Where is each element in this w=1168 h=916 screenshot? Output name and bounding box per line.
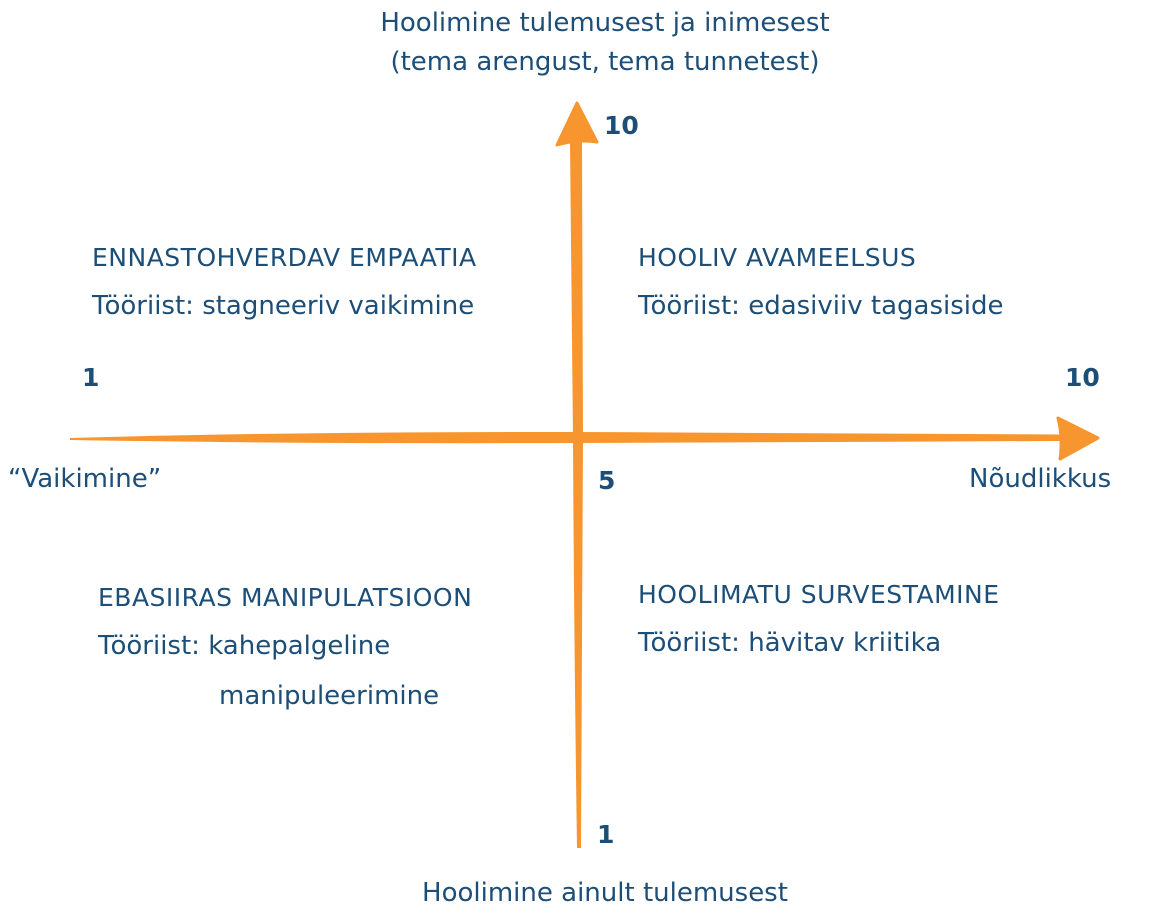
x-axis-right-label: Nõudlikkus xyxy=(969,464,1112,494)
y-axis-tick-max: 10 xyxy=(604,111,639,140)
y-axis-top-title-line2: (tema arengust, tema tunnetest) xyxy=(390,47,820,77)
quadrant-top-right-title: HOOLIV AVAMEELSUS xyxy=(638,243,917,272)
quadrant-bottom-right-tool: Tööriist: hävitav kriitika xyxy=(638,628,942,658)
y-axis-line xyxy=(570,142,583,848)
x-axis-line xyxy=(70,432,1062,443)
quadrant-top-right-tool: Tööriist: edasiviiv tagasiside xyxy=(638,291,1004,321)
quadrant-bottom-left-tool-line1: Tööriist: kahepalgeline xyxy=(98,631,391,661)
x-axis-tick-mid: 5 xyxy=(598,466,616,495)
x-axis-arrowhead xyxy=(1058,418,1098,459)
y-axis-arrowhead xyxy=(557,103,597,145)
quadrant-top-left-tool: Tööriist: stagneeriv vaikimine xyxy=(92,291,475,321)
y-axis-top-title-line1: Hoolimine tulemusest ja inimesest xyxy=(380,8,830,38)
quadrant-bottom-left-tool-line2: manipuleerimine xyxy=(219,681,440,711)
y-axis-bottom-title: Hoolimine ainult tulemusest xyxy=(422,878,788,908)
x-axis-tick-max: 10 xyxy=(1065,363,1100,392)
quadrant-bottom-right-title: HOOLIMATU SURVESTAMINE xyxy=(638,580,1000,609)
quadrant-top-left-title: ENNASTOHVERDAV EMPAATIA xyxy=(92,243,477,272)
quadrant-bottom-left-title: EBASIIRAS MANIPULATSIOON xyxy=(98,583,473,612)
y-axis-tick-min: 1 xyxy=(597,820,615,849)
x-axis-tick-min: 1 xyxy=(82,363,100,392)
x-axis-left-label: “Vaikimine” xyxy=(8,464,162,494)
